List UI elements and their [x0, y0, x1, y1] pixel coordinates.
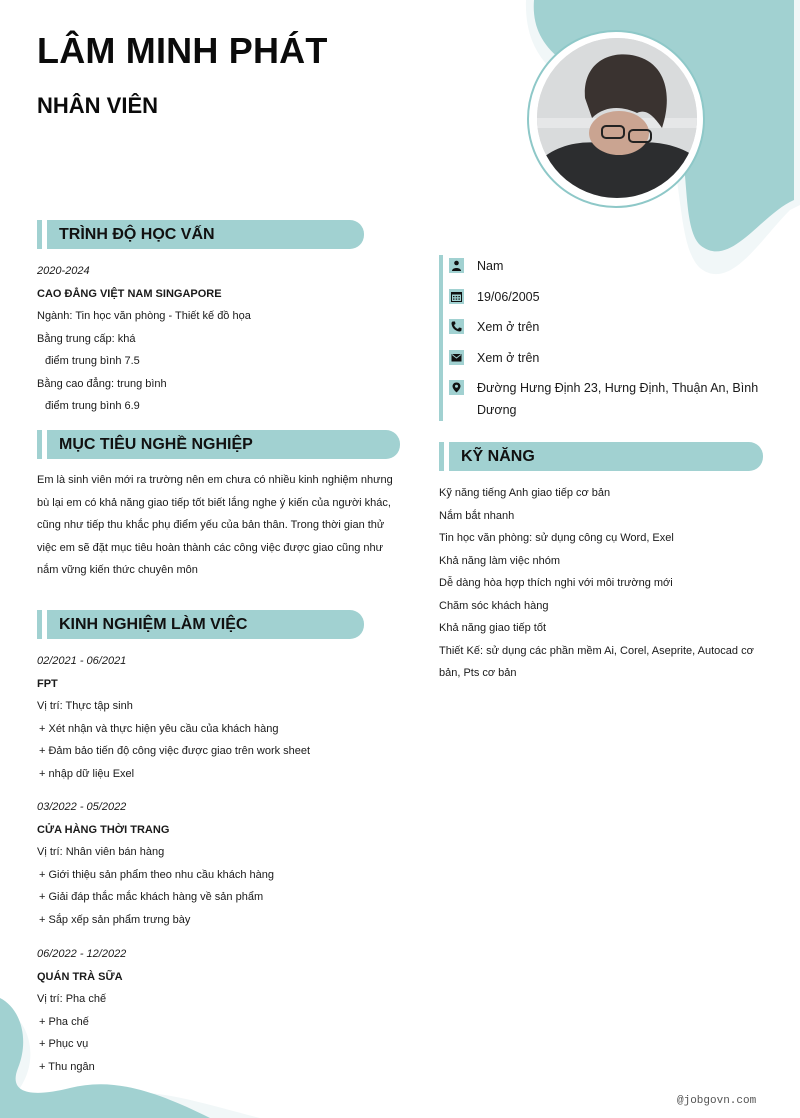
- calendar-icon: [449, 289, 464, 304]
- contact-gender: [449, 255, 769, 277]
- skill-item: Khả năng làm việc nhóm: [439, 554, 561, 567]
- education-line: Bằng trung cấp: khá: [37, 332, 136, 345]
- job-role: Vị trí: Thực tập sinh: [37, 700, 133, 712]
- job-task: + Giới thiệu sản phẩm theo nhu cầu khách hàng: [39, 868, 275, 881]
- experience-section-header: [37, 610, 364, 639]
- education-block: [37, 260, 251, 418]
- education-line: điểm trung bình 7.5: [45, 355, 140, 367]
- objective-heading: MỤC TIÊU NGHỀ NGHIỆP: [47, 430, 400, 459]
- avatar: [537, 38, 697, 198]
- location-pin-icon: [449, 380, 464, 395]
- contact-text: Xem ở trên: [477, 320, 540, 334]
- education-line: Ngành: Tin học văn phòng - Thiết kế đồ họa: [37, 310, 251, 322]
- section-stripe: [37, 220, 42, 249]
- job-task: + Giải đáp thắc mắc khách hàng về sản phẩm: [39, 891, 264, 903]
- education-section-header: [37, 220, 364, 249]
- avatar-photo-icon: [537, 38, 697, 198]
- job-company: FPT: [37, 677, 58, 690]
- mail-icon: [449, 350, 464, 365]
- job-period: 06/2022 - 12/2022: [37, 948, 127, 960]
- section-stripe: [439, 442, 444, 471]
- contact-address: [449, 377, 769, 421]
- job-task: + Đảm bảo tiến độ công việc được giao trên work sheet: [39, 745, 311, 757]
- job-task: + Sắp xếp sản phẩm trưng bày: [39, 913, 191, 926]
- contact-birthday: [449, 286, 769, 308]
- job-role: Vị trí: Pha chế: [37, 993, 107, 1005]
- skills-list: [439, 482, 769, 685]
- education-heading: TRÌNH ĐỘ HỌC VẤN: [47, 220, 364, 249]
- contact-info: [439, 255, 769, 421]
- job-entry: [37, 650, 310, 785]
- job-company: QUÁN TRÀ SỮA: [37, 970, 123, 983]
- candidate-name: LÂM MINH PHÁT: [37, 30, 328, 71]
- skill-item: Nắm bắt nhanh: [439, 509, 515, 522]
- job-task: + Thu ngân: [39, 1060, 95, 1073]
- job-entry: [37, 796, 274, 931]
- candidate-position: NHÂN VIÊN: [37, 93, 159, 118]
- contact-text: Nam: [477, 259, 504, 273]
- job-task: + Phục vụ: [39, 1038, 89, 1050]
- job-task: + Xét nhận và thực hiện yêu cầu của khách hàng: [39, 722, 279, 735]
- phone-icon: [449, 319, 464, 334]
- skill-item: Khả năng giao tiếp tốt: [439, 622, 547, 634]
- experience-heading: KINH NGHIỆM LÀM VIỆC: [47, 610, 364, 639]
- job-role: Vị trí: Nhân viên bán hàng: [37, 846, 165, 858]
- skill-item: Kỹ năng tiếng Anh giao tiếp cơ bản: [439, 487, 611, 499]
- education-period: 2020-2024: [37, 265, 90, 277]
- contact-text: Đường Hưng Định 23, Hưng Định, Thuận An, Bình Dương: [477, 381, 759, 417]
- education-line: Bằng cao đẳng: trung bình: [37, 377, 167, 390]
- skills-section-header: [439, 442, 763, 471]
- skill-item: Tin học văn phòng: sử dụng công cụ Word, Exel: [439, 532, 674, 544]
- objective-section-header: [37, 430, 400, 459]
- education-line: điểm trung bình 6.9: [45, 400, 140, 412]
- skill-item: Dễ dàng hòa hợp thích nghi với môi trường mới: [439, 577, 673, 589]
- job-task: + nhập dữ liệu Exel: [39, 767, 135, 780]
- contact-text: 19/06/2005: [477, 289, 540, 304]
- education-school: CAO ĐẲNG VIỆT NAM SINGAPORE: [37, 287, 222, 300]
- job-entry: [37, 943, 126, 1078]
- objective-text: Em là sinh viên mới ra trường nên em chưa có nhiều kinh nghiệm nhưng bù lại em có khả năng giao tiếp tốt biết lắng nghe ý kiến của người khác, cũng như tiếp thu khắc phụ điểm yếu của bản thân. Trong thời gian thử việc em sẽ đặt mục tiêu hoàn thành các công việc được giao cũng như nắm vững kiến thức chuyên môn: [37, 474, 393, 576]
- section-stripe: [37, 430, 42, 459]
- job-period: 03/2022 - 05/2022: [37, 801, 127, 813]
- job-task: + Pha chế: [39, 1015, 89, 1028]
- contact-text: Xem ở trên: [477, 350, 540, 365]
- job-period: 02/2021 - 06/2021: [37, 655, 127, 667]
- skill-item: Chăm sóc khách hàng: [439, 599, 549, 612]
- contact-email: [449, 347, 769, 369]
- watermark: @jobgovn.com: [677, 1095, 757, 1107]
- job-company: CỬA HÀNG THỜI TRANG: [37, 823, 170, 836]
- section-stripe: [37, 610, 42, 639]
- skills-heading: KỸ NĂNG: [449, 442, 763, 471]
- person-icon: [449, 258, 464, 273]
- skill-item: Thiết Kế: sử dụng các phần mềm Ai, Corel, Aseprite, Autocad cơ bản, Pts cơ bản: [439, 644, 754, 679]
- contact-phone: [449, 316, 769, 338]
